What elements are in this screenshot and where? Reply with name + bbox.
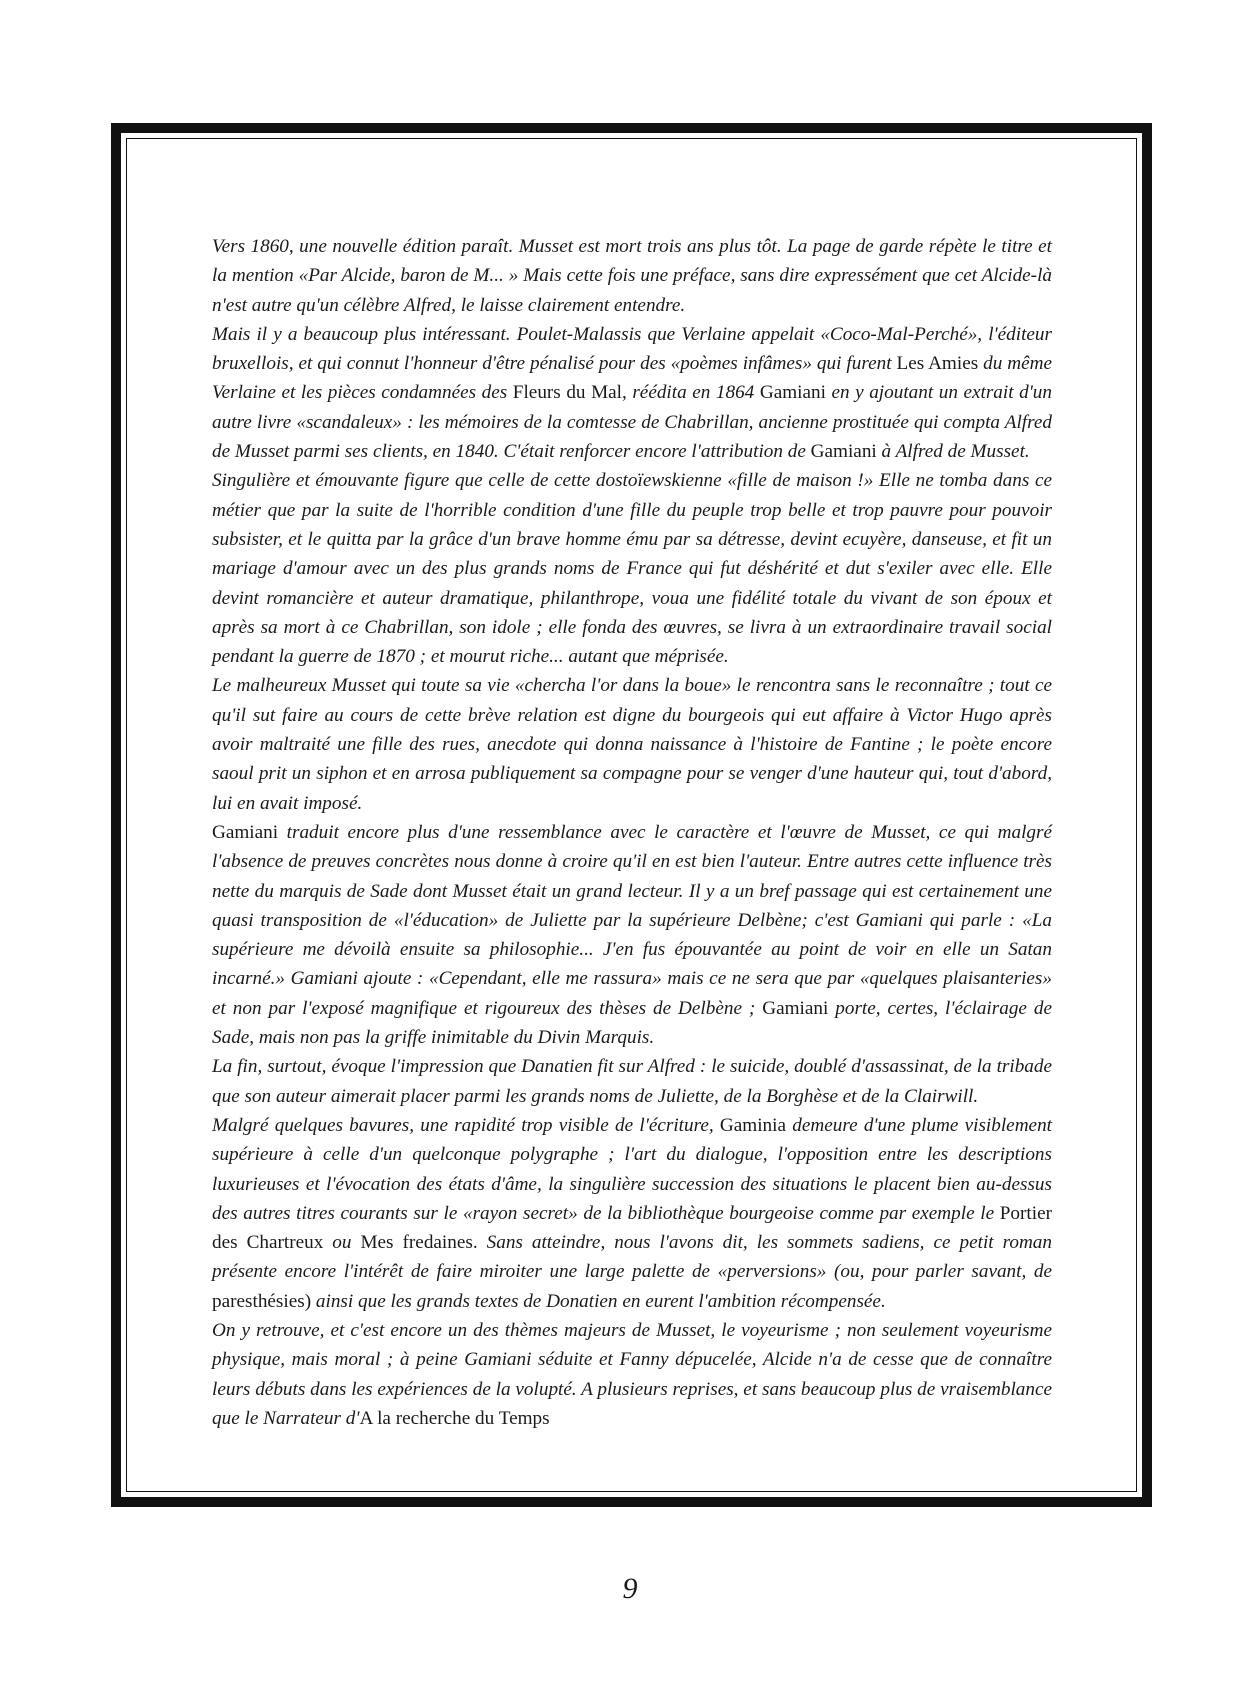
- paragraph: [212, 818, 1052, 1052]
- body-text: [212, 232, 1052, 1433]
- text-run: Le malheureux Musset qui toute sa vie «chercha l'or dans la boue» le rencontra sans le reconnaître ; tout ce qu'il sut faire au cours de cette brève relation est digne du bourgeois qui eut affaire à Victor Hugo après avoir maltraité une fille des rues, anecdote qui donna naissance à l'histoire de Fantine ; le poète encore saoul prit un siphon et en arrosa publiquement sa compagne pour se venger d'une hauteur qui, tout d'abord, lui en avait imposé.: [212, 675, 1052, 814]
- text-run: ou: [323, 1232, 361, 1254]
- text-run: en y ajoutant un extrait d'un autre livre «scandaleux» : les mémoires de la comtesse de Chabrillan, ancienne prostituée qui compta Alfred de Musset parmi ses clients, en 1840. C'était renforcer encore l'attribution de: [212, 382, 1052, 463]
- title-reference: Portier des Chartreux: [212, 1202, 1052, 1254]
- text-run: Vers 1860, une nouvelle édition paraît. Musset est mort trois ans plus tôt. La page de garde répète le titre et la mention «Par Alcide, baron de M... » Mais cette fois une préface, sans dire expressément que cet Alcide-là n'est autre qu'un célèbre Alfred, le laisse clairement entendre.: [212, 236, 1052, 316]
- title-reference: Les Amies: [896, 353, 979, 375]
- paragraph: [212, 1111, 1052, 1316]
- title-reference: Mes fredaines.: [360, 1232, 478, 1254]
- paragraph: [212, 232, 1052, 320]
- text-run: On y retrouve, et c'est encore un des thèmes majeurs de Musset, le voyeurisme ; non seulement voyeurisme physique, mais moral ; à peine Gamiani séduite et Fanny dépucelée, Alcide n'a de cesse que de connaître leurs débuts dans les expériences de la volupté. A plusieurs reprises, et sans beaucoup plus de vraisemblance que le Narrateur d': [212, 1319, 1052, 1429]
- text-run: Malgré quelques bavures, une rapidité trop visible de l'écriture,: [212, 1114, 720, 1136]
- paragraph: [212, 1052, 1052, 1111]
- text-run: Sans atteindre, nous l'avons dit, les sommets sadiens, ce petit roman présente encore l'intérêt de faire miroiter une large palette de «perversions» (ou, pour parler savant, de: [212, 1232, 1052, 1283]
- page-number: 9: [622, 1572, 638, 1605]
- text-run: du même Verlaine et les pièces condamnées des: [212, 353, 1052, 404]
- paragraph: [212, 466, 1052, 671]
- text-run: traduit encore plus d'une ressemblance avec le caractère et l'œuvre de Musset, ce qui malgré l'absence de preuves concrètes nous donne à croire qu'il en est bien l'auteur. Entre autres cette influence très nette du marquis de Sade dont Musset était un grand lecteur. Il y a un bref passage qui est certainement une quasi transposition de «l'éducation» de Juliette par la supérieure Delbène; c'est Gamiani qui parle : «La supérieure me dévoilà ensuite sa philosophie... J'en fus épouvantée au point de voir en elle un Satan incarné.» Gamiani ajoute : «Cependant, elle me rassura» mais ce ne sera que par «quelques plaisanteries» et non par l'exposé magnifique et rigoureux des thèses de Delbène ;: [212, 821, 1052, 1019]
- title-reference: Gamiani: [212, 821, 279, 843]
- text-run: demeure d'une plume visiblement supérieure à celle d'un quelconque polygraphe ; l'art du dialogue, l'opposition entre les descriptions luxurieuses et l'évocation des états d'âme, la singulière succession des situations le placent bien au-dessus des autres titres courants sur le «rayon secret» de la bibliothèque bourgeoise comme par exemple le: [212, 1114, 1052, 1224]
- text-run: La fin, surtout, évoque l'impression que Danatien fit sur Alfred : le suicide, doublé d'assassinat, de la tribade que son auteur aimerait placer parmi les grands noms de Juliette, de la Borghèse et de la Clairwill.: [212, 1056, 1052, 1107]
- paragraph: [212, 1316, 1052, 1433]
- text-run: réédita en 1864: [626, 382, 760, 404]
- text-run: à Alfred de Musset.: [876, 441, 1030, 463]
- title-reference: Gaminia: [719, 1114, 786, 1136]
- title-reference: A la recherche du Temps: [359, 1407, 550, 1429]
- title-reference: Gamiani: [759, 382, 826, 404]
- title-reference: Gamiani: [810, 441, 877, 463]
- text-run: Mais il y a beaucoup plus intéressant. Poulet-Malassis que Verlaine appelait «Coco-Mal-Perché», l'éditeur bruxellois, et qui connut l'honneur d'être pénalisé pour des «poèmes infâmes» qui furent: [212, 323, 1052, 375]
- title-reference: Gamiani: [762, 997, 829, 1019]
- text-run: Singulière et émouvante figure que celle de cette dostoïewskienne «fille de maison !» Elle ne tomba dans ce métier que par la suite de l'horrible condition d'une fille du peuple trop belle et trop pauvre pour pouvoir subsister, et le quitta par la grâce d'un brave homme ému par sa détresse, devint ecuyère, danseuse, et fit un mariage d'amour avec un des plus grands noms de France qui fut déshérité et dut s'exiler avec elle. Elle devint romancière et auteur dramatique, philanthrope, voua une fidélité totale du vivant de son époux et après sa mort à ce Chabrillan, son idole ; elle fonda des œuvres, se livra à un extraordinaire travail social pendant la guerre de 1870 ; et mourut riche... autant que méprisée.: [212, 470, 1052, 668]
- paragraph: [212, 671, 1052, 817]
- title-reference: Fleurs du Mal,: [512, 382, 627, 404]
- title-reference: paresthésies): [212, 1290, 312, 1312]
- text-run: porte, certes, l'éclairage de Sade, mais non pas la griffe inimitable du Divin Marquis.: [212, 997, 1052, 1049]
- text-run: ainsi que les grands textes de Donatien en eurent l'ambition récompensée.: [311, 1290, 886, 1312]
- paragraph: [212, 320, 1052, 466]
